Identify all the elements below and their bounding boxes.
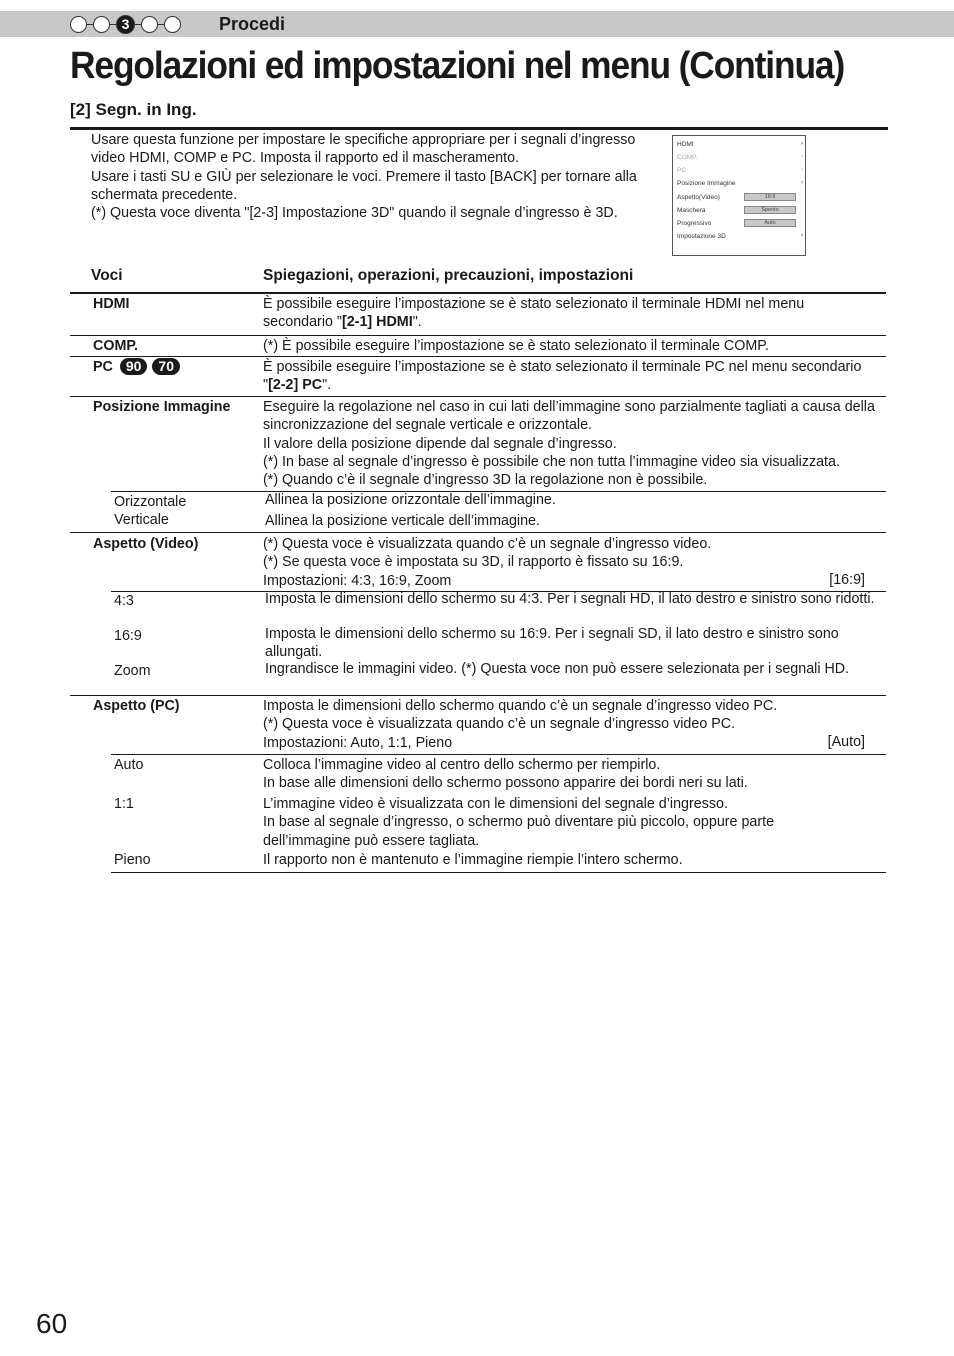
- default-value: [Auto]: [827, 734, 865, 750]
- sub-desc: [263, 756, 883, 793]
- row-divider: [70, 356, 886, 357]
- default-value: [16:9]: [829, 572, 865, 588]
- row-desc-pc: [263, 358, 863, 395]
- desc-line: (*) Se questa voce è impostata su 3D, il rapporto è fissato su 16:9.: [263, 554, 684, 571]
- desc-line: Il rapporto non è mantenuto e l’immagine riempie l’intero schermo.: [263, 852, 683, 868]
- step-indicator: [70, 14, 181, 34]
- desc-bold: [2-2] PC: [268, 377, 323, 394]
- desc-line: (*) Questa voce è visualizzata quando c’è un segnale d’ingresso video PC.: [263, 716, 736, 733]
- row-key-aspetto-pc: Aspetto (PC): [93, 698, 180, 714]
- menu-item: [677, 178, 803, 189]
- model-badge: 70: [152, 358, 180, 375]
- row-key-label: PC: [93, 359, 113, 375]
- menu-item-label: Impostazione 3D: [677, 233, 726, 240]
- menu-item-label: Maschera: [677, 207, 706, 214]
- section-title: [2] Segn. in Ing.: [70, 100, 197, 119]
- desc-line: In base al segnale d’ingresso, o schermo può diventare più piccolo, oppure parte dell’immagine può essere tagliata.: [263, 814, 775, 849]
- menu-item: [677, 218, 803, 229]
- sub-desc: Ingrandisce le immagini video. (*) Questa voce non può essere selezionata per i segnali HD.: [265, 661, 850, 677]
- row-key-hdmi: HDMI: [93, 296, 130, 312]
- chevron-right-icon: ›: [801, 167, 803, 173]
- sub-label: Zoom: [114, 663, 151, 679]
- sub-label: Auto: [114, 757, 144, 773]
- desc-line: In base alle dimensioni dello schermo possono apparire dei bordi neri su lati.: [263, 775, 748, 792]
- menu-item: [677, 205, 803, 216]
- settings-line: Impostazioni: Auto, 1:1, Pieno: [263, 734, 453, 751]
- model-badge: 90: [120, 358, 148, 375]
- intro-paragraph: Usare questa funzione per impostare le specifiche appropriare per i segnali d’ingresso video HDMI, COMP e PC. Imposta il rapporto ed il mascheramento.: [91, 132, 636, 167]
- desc-line: Colloca l’immagine video al centro dello schermo per riempirlo.: [263, 757, 661, 773]
- menu-item: [677, 165, 803, 176]
- menu-item-value: Auto: [744, 219, 796, 227]
- sub-label: 1:1: [114, 796, 134, 812]
- intro-text: [91, 131, 666, 222]
- menu-item-value: Spento: [744, 206, 796, 214]
- row-divider: [70, 396, 886, 397]
- menu-item: [677, 192, 803, 203]
- menu-item-label: Aspetto(Video): [677, 194, 720, 201]
- desc-text: È possibile eseguire l’impostazione se è stato selezionato il terminale PC nel menu secondario ": [263, 359, 862, 394]
- step-label: Procedi: [219, 14, 286, 34]
- menu-item: [677, 231, 803, 242]
- chevron-right-icon: ›: [801, 180, 803, 186]
- menu-item-label: HDMI: [677, 141, 694, 148]
- section-divider: [70, 127, 888, 130]
- chevron-right-icon: ›: [801, 141, 803, 147]
- sub-label: 16:9: [114, 628, 142, 644]
- menu-item-label: PC: [677, 167, 687, 174]
- step-circle: [70, 16, 87, 33]
- sub-desc: [263, 795, 823, 850]
- desc-text: È possibile eseguire l’impostazione se è stato selezionato il terminale HDMI nel menu secondario ": [263, 296, 805, 331]
- step-circle: [141, 16, 158, 33]
- sub-desc: Allinea la posizione orizzontale dell’immagine.: [265, 492, 556, 508]
- table-bottom-rule: [111, 872, 886, 873]
- sub-label: Orizzontale: [114, 494, 187, 510]
- table-header-rule: [70, 292, 886, 294]
- sub-label: Pieno: [114, 852, 151, 868]
- desc-line: (*) Questa voce è visualizzata quando c’è un segnale d’ingresso video.: [263, 536, 712, 552]
- menu-item: [677, 152, 803, 163]
- row-divider: [70, 532, 886, 533]
- row-desc-comp: (*) È possibile eseguire l’impostazione se è stato selezionato il terminale COMP.: [263, 338, 769, 354]
- desc-line: Imposta le dimensioni dello schermo quando c’è un segnale d’ingresso video PC.: [263, 698, 778, 714]
- settings-line: Impostazioni: 4:3, 16:9, Zoom: [263, 572, 452, 589]
- sub-label: 4:3: [114, 593, 134, 609]
- chevron-right-icon: ›: [801, 154, 803, 160]
- row-key-pc: [93, 358, 180, 376]
- menu-item-value: 16:9: [744, 193, 796, 201]
- row-desc-hdmi: [263, 295, 873, 332]
- desc-text: ".: [412, 314, 422, 331]
- sub-label: Verticale: [114, 512, 169, 528]
- sub-desc: Imposta le dimensioni dello schermo su 4:3. Per i segnali HD, il lato destro e sinistro sono ridotti.: [265, 591, 875, 607]
- row-key-comp: COMP.: [93, 338, 139, 354]
- desc-line: Il valore della posizione dipende dal segnale d’ingresso.: [263, 435, 617, 452]
- intro-paragraph: Usare i tasti SU e GIÙ per selezionare le voci. Premere il tasto [BACK] per tornare alla schermata precedente.: [91, 168, 637, 203]
- sub-desc: [263, 851, 883, 869]
- step-circle: [164, 16, 181, 33]
- column-header-items: Voci: [91, 267, 123, 284]
- row-key-aspetto-video: Aspetto (Video): [93, 536, 199, 552]
- desc-bold: [2-1] HDMI: [342, 314, 413, 331]
- menu-screenshot: [672, 135, 806, 256]
- menu-item-label: Posizione Immagine: [677, 180, 736, 187]
- step-circle-active: 3: [116, 15, 135, 34]
- row-desc-posizione: [263, 398, 883, 489]
- menu-item-label: Progressivo: [677, 220, 712, 227]
- page-title: Regolazioni ed impostazioni nel menu (Continua): [70, 45, 845, 87]
- step-circle: [93, 16, 110, 33]
- row-divider: [70, 335, 886, 336]
- desc-line: Eseguire la regolazione nel caso in cui lati dell’immagine sono parzialmente tagliati a causa della sincronizzazione del segnale verticale e orizzontale.: [263, 399, 875, 434]
- menu-item: [677, 139, 803, 150]
- desc-line: L’immagine video è visualizzata con le dimensioni del segnale d’ingresso.: [263, 796, 728, 812]
- desc-text: ".: [322, 377, 332, 394]
- desc-line: (*) In base al segnale d’ingresso è possibile che non tutta l’immagine video sia visualizzata.: [263, 453, 840, 470]
- intro-paragraph: (*) Questa voce diventa "[2-3] Impostazione 3D" quando il segnale d’ingresso è 3D.: [91, 205, 618, 222]
- row-divider: [70, 695, 886, 696]
- chevron-right-icon: ›: [801, 233, 803, 239]
- desc-line: (*) Quando c’è il segnale d’ingresso 3D la regolazione non è possibile.: [263, 472, 708, 489]
- sub-desc: Allinea la posizione verticale dell’immagine.: [265, 513, 540, 529]
- menu-item-label: COMP.: [677, 154, 698, 161]
- sub-desc: Imposta le dimensioni dello schermo su 16:9. Per i segnali SD, il lato destro e sinistro sono allungati.: [265, 626, 839, 661]
- column-header-description: Spiegazioni, operazioni, precauzioni, impostazioni: [263, 267, 634, 284]
- page-number: 60: [36, 1308, 68, 1339]
- sub-divider: [111, 754, 886, 755]
- row-key-posizione: Posizione Immagine: [93, 399, 231, 415]
